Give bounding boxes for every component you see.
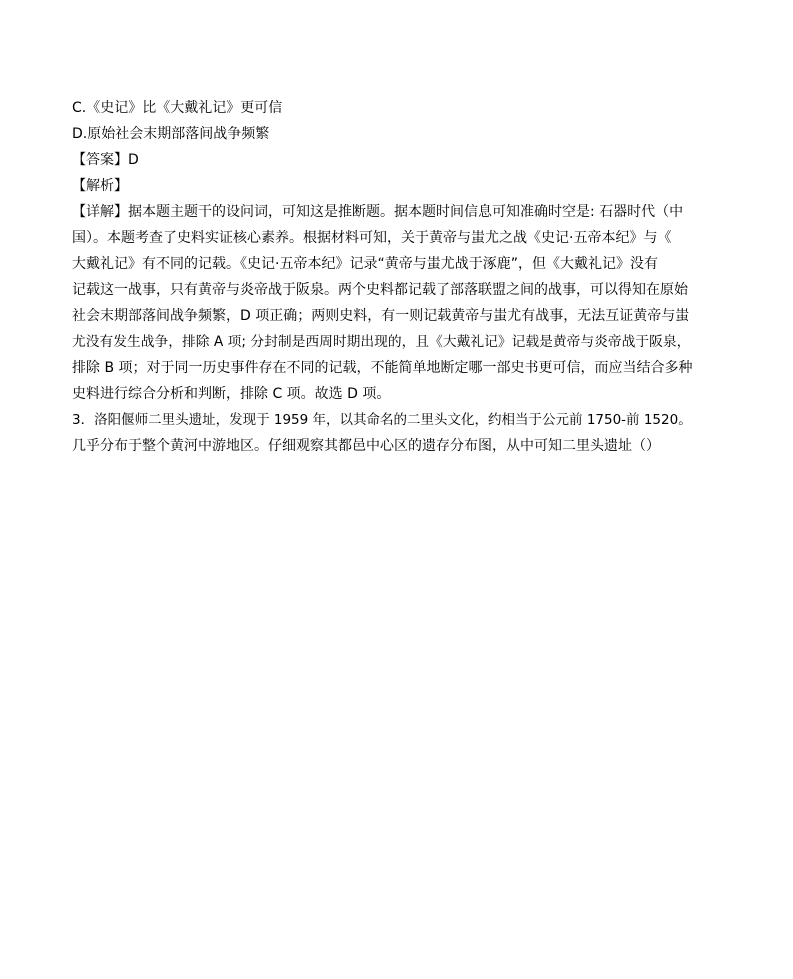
detail-line-3: 大戴礼记》有不同的记载。《史记·五帝本纪》记录“黄帝与蚩尤战于涿鹿”，但《大戴礼记》没有 <box>72 256 658 272</box>
analysis-label: 【解析】 <box>72 178 128 194</box>
detail-line-2: 国）。本题考查了史料实证核心素养。根据材料可知，关于黄帝与蚩尤之战《史记·五帝本纪》与《 <box>72 230 672 246</box>
detail-line-7: 排除 B 项；对于同一历史事件存在不同的记载，不能简单地断定哪一部史书更可信，而应当结合多种 <box>72 360 693 376</box>
question-3 <box>72 407 700 459</box>
detail-paragraph <box>72 199 700 407</box>
option-d: D.原始社会末期部落间战争频繁 <box>72 126 270 142</box>
answer-line <box>72 147 700 173</box>
detail-line-8: 史料进行综合分析和判断，排除 C 项。故选 D 项。 <box>72 386 391 402</box>
question-3-line-2: 几乎分布于整个黄河中游地区。仔细观察其都邑中心区的遗存分布图，从中可知二里头遗址（） <box>72 438 660 454</box>
detail-line-4: 记载这一战事，只有黄帝与炎帝战于阪泉。两个史料都记载了部落联盟之间的战事，可以得知在原始 <box>72 282 688 298</box>
detail-line-6: 尤没有发生战争，排除 A 项; 分封制是西周时期出现的，且《大戴礼记》记载是黄帝与炎帝战于阪泉， <box>72 334 691 350</box>
answer-value: D <box>128 152 139 168</box>
detail-line-1 <box>72 199 700 225</box>
detail-line-5: 社会末期部落间战争频繁，D 项正确；两则史料，有一则记载黄帝与蚩尤有战事，无法互证黄帝与蚩 <box>72 308 690 324</box>
option-c: C.《史记》比《大戴礼记》更可信 <box>72 100 283 116</box>
detail-label: 【详解】 <box>72 204 128 220</box>
answer-label: 【答案】 <box>72 152 128 168</box>
question-3-line-1: 3．洛阳偃师二里头遗址，发现于 1959 年，以其命名的二里头文化，约相当于公元前 1750-前 1520。 <box>72 412 692 428</box>
document-content <box>72 95 700 459</box>
detail-text-1: 据本题主题干的设问词，可知这是推断题。据本题时间信息可知准确时空是: 石器时代（中 <box>128 204 684 220</box>
